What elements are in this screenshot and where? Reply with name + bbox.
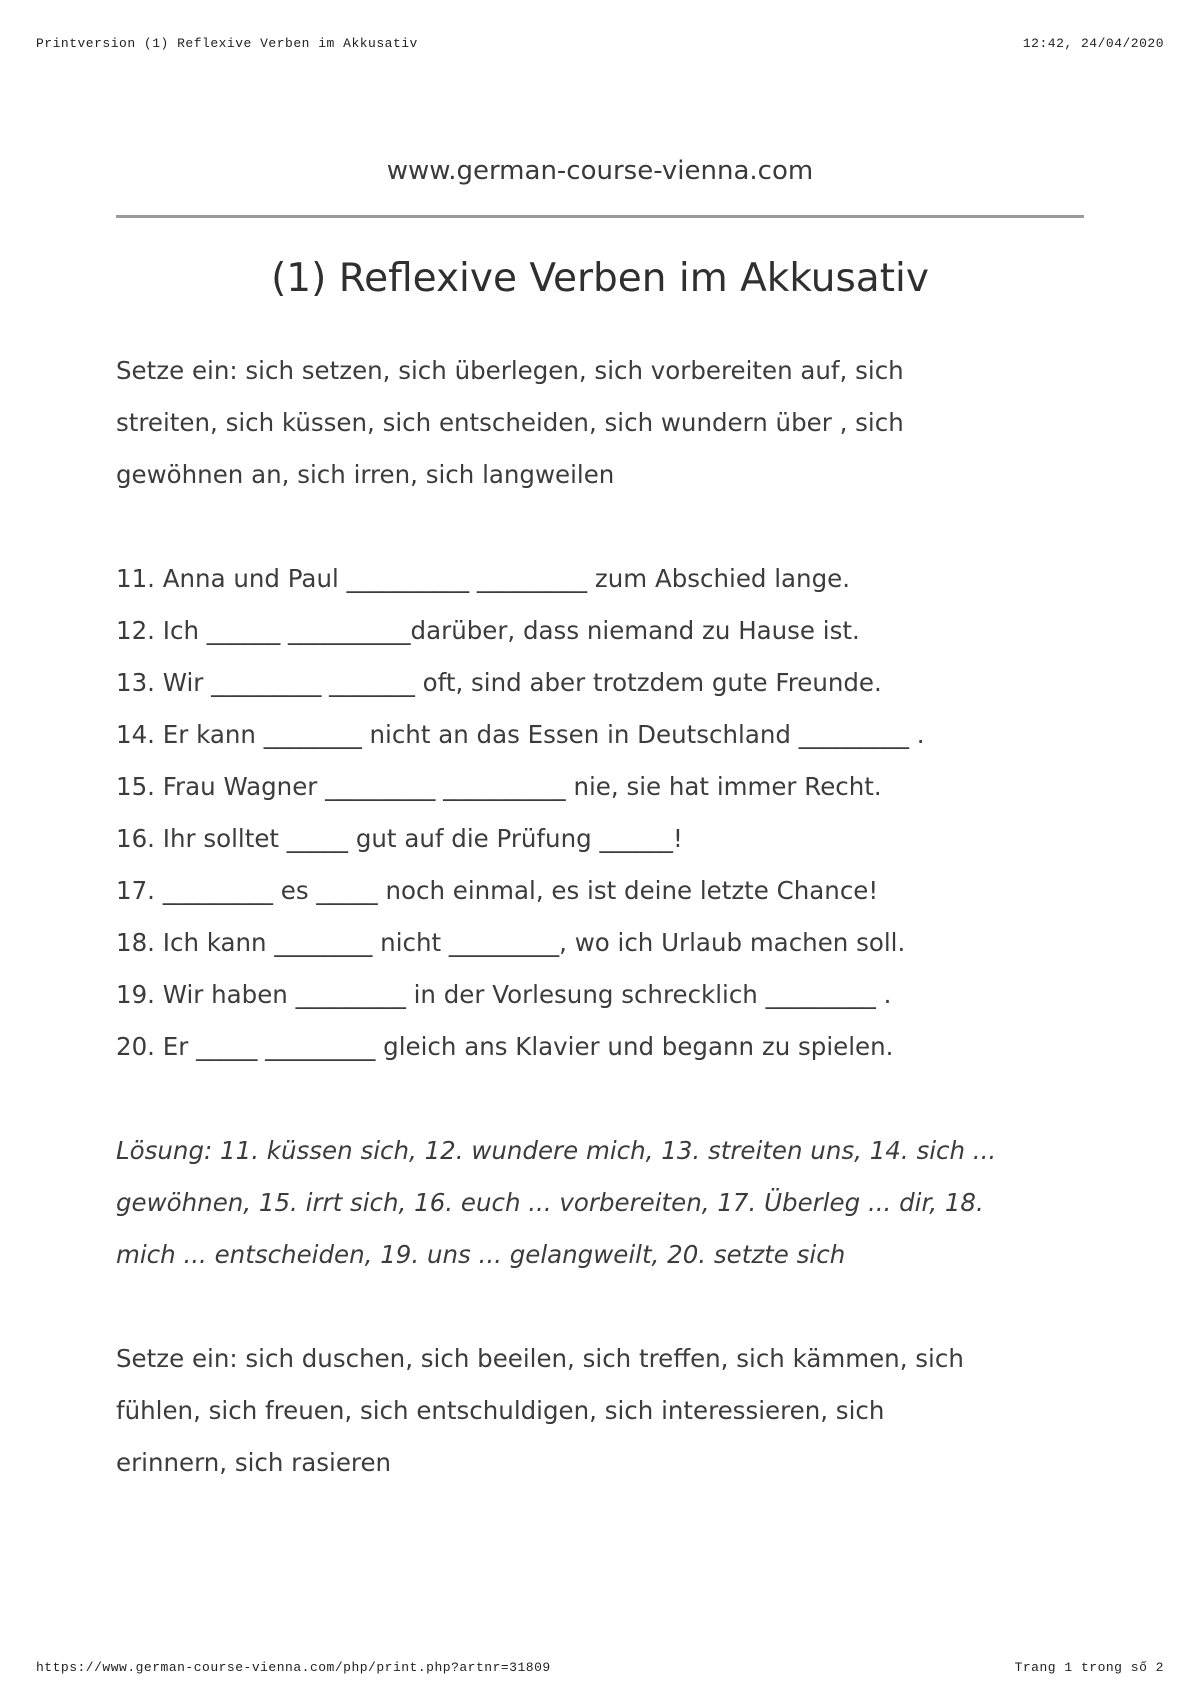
exercise-list — [116, 553, 1096, 1073]
site-url: www.german-course-vienna.com — [386, 156, 814, 186]
solution-line: gewöhnen, 15. irrt sich, 16. euch ... vorbereiten, 17. Überleg ... dir, 18. — [116, 1188, 984, 1217]
exercise-item: 11. Anna und Paul __________ _________ zum Abschied lange. — [116, 564, 850, 593]
spacer — [116, 501, 1096, 553]
spacer — [116, 1281, 1096, 1333]
instructions-line: erinnern, sich rasieren — [116, 1448, 392, 1477]
print-header — [36, 36, 1164, 51]
instructions-block-2 — [116, 1333, 1096, 1489]
print-footer-url[interactable]: https://www.german-course-vienna.com/php/print.php?artnr=31809 — [36, 1660, 551, 1675]
instructions-line: fühlen, sich freuen, sich entschuldigen, sich interessieren, sich — [116, 1396, 885, 1425]
page-number: Trang 1 trong số 2 — [1014, 1660, 1164, 1675]
spacer — [116, 1073, 1096, 1125]
exercise-item: 20. Er _____ _________ gleich ans Klavier und begann zu spielen. — [116, 1032, 894, 1061]
solution-line: Lösung: 11. küssen sich, 12. wundere mich, 13. streiten uns, 14. sich ... — [116, 1136, 997, 1165]
page-title: (1) Reflexive Verben im Akkusativ — [271, 256, 929, 301]
exercise-item: 13. Wir _________ _______ oft, sind aber trotzdem gute Freunde. — [116, 668, 882, 697]
exercise-item: 18. Ich kann ________ nicht _________, wo ich Urlaub machen soll. — [116, 928, 906, 957]
instructions-line: gewöhnen an, sich irren, sich langweilen — [116, 460, 615, 489]
print-footer — [36, 1660, 1164, 1675]
exercise-item: 16. Ihr solltet _____ gut auf die Prüfung ______! — [116, 824, 683, 853]
exercise-item: 12. Ich ______ __________darüber, dass niemand zu Hause ist. — [116, 616, 860, 645]
header-divider — [116, 215, 1084, 218]
solution-line: mich ... entscheiden, 19. uns ... gelangweilt, 20. setzte sich — [116, 1240, 846, 1269]
instructions-line: Setze ein: sich duschen, sich beeilen, sich treffen, sich kämmen, sich — [116, 1344, 964, 1373]
worksheet-content — [116, 345, 1096, 1489]
instructions-line: Setze ein: sich setzen, sich überlegen, sich vorbereiten auf, sich — [116, 356, 904, 385]
exercise-item: 15. Frau Wagner _________ __________ nie, sie hat immer Recht. — [116, 772, 882, 801]
instructions-block-1 — [116, 345, 1096, 501]
print-header-timestamp: 12:42, 24/04/2020 — [1022, 36, 1164, 51]
exercise-item: 14. Er kann ________ nicht an das Essen in Deutschland _________ . — [116, 720, 925, 749]
exercise-item: 17. _________ es _____ noch einmal, es ist deine letzte Chance! — [116, 876, 879, 905]
exercise-item: 19. Wir haben _________ in der Vorlesung schrecklich _________ . — [116, 980, 892, 1009]
instructions-line: streiten, sich küssen, sich entscheiden, sich wundern über , sich — [116, 408, 904, 437]
print-header-title: Printversion (1) Reflexive Verben im Akkusativ — [36, 36, 418, 51]
solution-block — [116, 1125, 1096, 1281]
